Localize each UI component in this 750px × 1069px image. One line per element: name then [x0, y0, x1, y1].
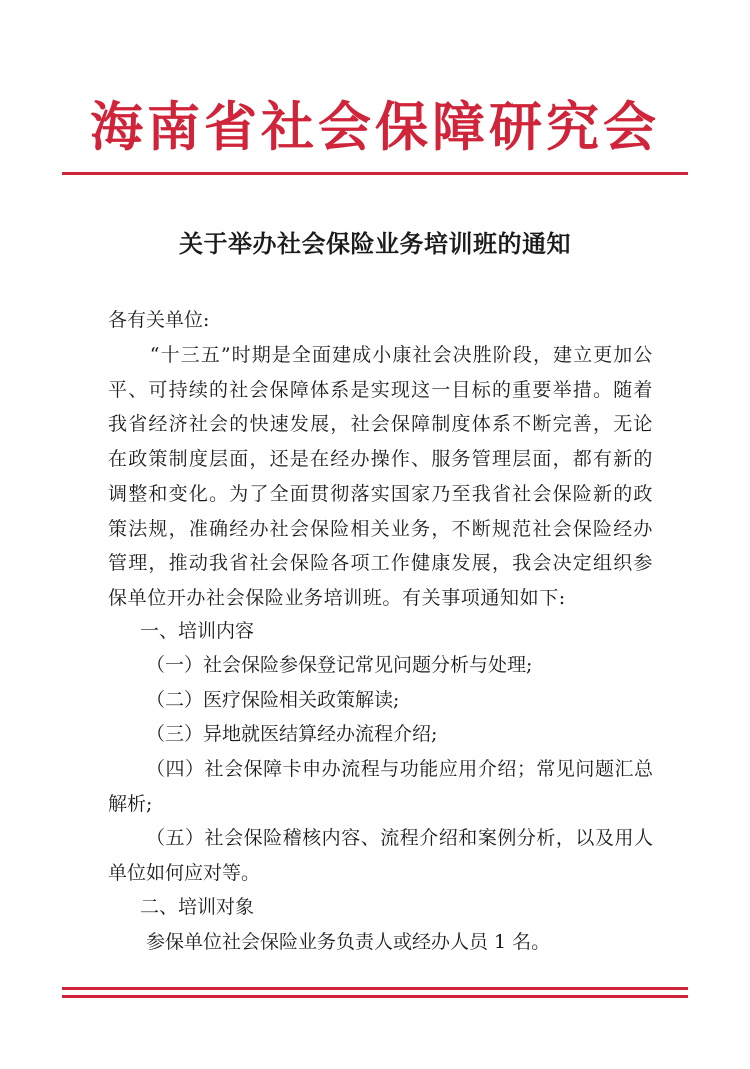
list-item: （三）异地就医结算经办流程介绍;	[146, 723, 438, 745]
list-item: （一）社会保险参保登记常见问题分析与处理;	[146, 654, 533, 676]
letterhead-divider	[62, 172, 688, 175]
section-heading-training-content: 一、培训内容	[140, 620, 255, 642]
list-item: （二）医疗保险相关政策解读;	[146, 689, 400, 711]
footer-divider-bottom	[62, 995, 688, 998]
list-item: （四）社会保障卡申办流程与功能应用介绍；常见问题汇总解析;	[108, 758, 653, 815]
intro-paragraph: “十三五”时期是全面建成小康社会决胜阶段，建立更加公平、可持续的社会保障体系是实现这一目标的重要举措。随着我省经济社会的快速发展，社会保障制度体系不断完善，无论在政策制度层面，还是在经办操作、服务管理层面，都有新的调整和变化。为了全面贯彻落实国家乃至我省社会保险新的政策法规，准确经办社会保险相关业务，不断规范社会保险经办管理，推动我省社会保险各项工作健康发展，我会决定组织参保单位开办社会保险业务培训班。有关事项通知如下:	[108, 344, 653, 609]
list-item: （五）社会保险稽核内容、流程介绍和案例分析，以及用人单位如何应对等。	[108, 827, 653, 884]
salutation: 各有关单位:	[108, 309, 210, 331]
document-title: 关于举办社会保险业务培训班的通知	[179, 229, 571, 258]
footer-divider-top	[62, 987, 688, 990]
section-heading-training-target: 二、培训对象	[140, 896, 255, 918]
training-target-text: 参保单位社会保险业务负责人或经办人员 1 名。	[146, 931, 551, 953]
organization-letterhead: 海南省社会保障研究会	[90, 96, 660, 158]
